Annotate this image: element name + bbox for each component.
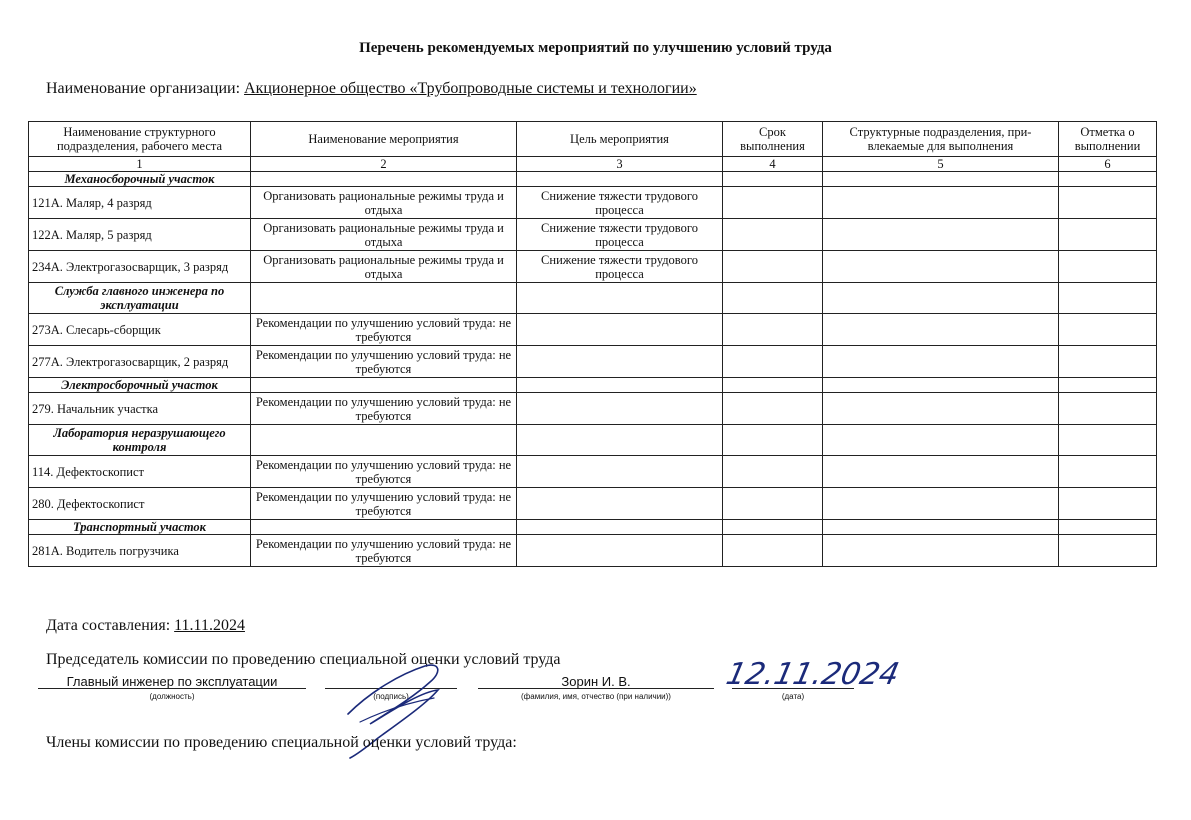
empty-cell — [723, 346, 823, 378]
measure-cell: Рекомендации по улучшению условий труда: не требуются — [251, 346, 517, 378]
handwritten-date — [723, 650, 903, 700]
empty-cell — [823, 346, 1059, 378]
workplace-cell: 234А. Электрогазосварщик, 3 разряд — [29, 251, 251, 283]
organization-value: Акционерное общество «Трубопроводные системы и технологии» — [244, 80, 697, 97]
goal-cell — [517, 393, 723, 425]
empty-cell — [517, 378, 723, 393]
goal-cell — [517, 456, 723, 488]
measure-cell: Организовать рациональные режимы труда и отдыха — [251, 219, 517, 251]
empty-cell — [1059, 283, 1157, 314]
measures-table — [28, 121, 1157, 567]
empty-cell — [1059, 520, 1157, 535]
column-number: 4 — [723, 157, 823, 172]
table-row — [29, 393, 1157, 425]
goal-cell: Снижение тяжести трудового процесса — [517, 251, 723, 283]
caption-signature: (подпись) — [373, 692, 409, 701]
goal-cell: Снижение тяжести трудового процесса — [517, 219, 723, 251]
goal-cell — [517, 314, 723, 346]
empty-cell — [1059, 346, 1157, 378]
column-number: 6 — [1059, 157, 1157, 172]
empty-cell — [251, 425, 517, 456]
section-name: Лаборатория неразрушающего контроля — [29, 425, 251, 456]
empty-cell — [823, 378, 1059, 393]
compiled-date-line — [46, 617, 249, 635]
goal-cell — [517, 488, 723, 520]
empty-cell — [1059, 393, 1157, 425]
empty-cell — [723, 456, 823, 488]
name-line — [478, 688, 714, 689]
measure-cell: Рекомендации по улучшению условий труда: не требуются — [251, 314, 517, 346]
empty-cell — [251, 283, 517, 314]
chairman-heading: Председатель комиссии по проведению специальной оценки условий труда — [46, 651, 561, 668]
empty-cell — [251, 172, 517, 187]
empty-cell — [723, 378, 823, 393]
empty-cell — [723, 425, 823, 456]
empty-cell — [823, 219, 1059, 251]
empty-cell — [723, 283, 823, 314]
caption-position: (должность) — [149, 692, 195, 701]
column-number: 1 — [29, 157, 251, 172]
table-row — [29, 535, 1157, 567]
section-row — [29, 520, 1157, 535]
measure-cell: Организовать рациональные режимы труда и отдыха — [251, 187, 517, 219]
table-row — [29, 251, 1157, 283]
empty-cell — [517, 520, 723, 535]
empty-cell — [1059, 187, 1157, 219]
goal-cell — [517, 346, 723, 378]
empty-cell — [1059, 314, 1157, 346]
measure-cell: Организовать рациональные режимы труда и отдыха — [251, 251, 517, 283]
empty-cell — [1059, 535, 1157, 567]
empty-cell — [517, 172, 723, 187]
empty-cell — [823, 283, 1059, 314]
empty-cell — [1059, 488, 1157, 520]
section-name: Электросборочный участок — [29, 378, 251, 393]
table-row — [29, 219, 1157, 251]
table-row — [29, 346, 1157, 378]
header-cell: Цель мероприятия — [517, 122, 723, 157]
chairman-name: Зорин И. В. — [561, 674, 631, 689]
column-number: 5 — [823, 157, 1059, 172]
section-row — [29, 172, 1157, 187]
empty-cell — [1059, 456, 1157, 488]
empty-cell — [723, 187, 823, 219]
section-name: Механосборочный участок — [29, 172, 251, 187]
empty-cell — [723, 219, 823, 251]
header-cell: Наименование мероприятия — [251, 122, 517, 157]
workplace-cell: 121А. Маляр, 4 разряд — [29, 187, 251, 219]
empty-cell — [723, 393, 823, 425]
section-name: Транспортный участок — [29, 520, 251, 535]
workplace-cell: 122А. Маляр, 5 разряд — [29, 219, 251, 251]
empty-cell — [517, 283, 723, 314]
column-number: 3 — [517, 157, 723, 172]
empty-cell — [823, 520, 1059, 535]
section-name: Служба главного инженера по эксплуатации — [29, 283, 251, 314]
empty-cell — [1059, 219, 1157, 251]
section-row — [29, 283, 1157, 314]
empty-cell — [723, 520, 823, 535]
measure-cell: Рекомендации по улучшению условий труда: не требуются — [251, 488, 517, 520]
members-heading: Члены комиссии по проведению специальной оценки условий труда: — [46, 734, 517, 751]
workplace-cell: 114. Дефектоскопист — [29, 456, 251, 488]
goal-cell: Снижение тяжести трудового процесса — [517, 187, 723, 219]
empty-cell — [723, 488, 823, 520]
empty-cell — [723, 172, 823, 187]
empty-cell — [723, 251, 823, 283]
workplace-cell: 277А. Электрогазосварщик, 2 разряд — [29, 346, 251, 378]
measure-cell: Рекомендации по улучшению условий труда: не требуются — [251, 393, 517, 425]
page-title: Перечень рекомендуемых мероприятий по улучшению условий труда — [359, 40, 832, 56]
table-header-row — [29, 122, 1157, 157]
goal-cell — [517, 535, 723, 567]
header-cell: Срок выполнения — [723, 122, 823, 157]
table-row — [29, 456, 1157, 488]
organization-label: Наименование организации: — [46, 80, 241, 97]
compiled-date-value: 11.11.2024 — [174, 617, 245, 634]
empty-cell — [823, 535, 1059, 567]
caption-name: (фамилия, имя, отчество (при наличии)) — [521, 692, 671, 701]
chairman-position: Главный инженер по эксплуатации — [66, 674, 278, 689]
empty-cell — [723, 314, 823, 346]
header-cell: Наименование структурного подразделения, рабочего места — [29, 122, 251, 157]
empty-cell — [823, 456, 1059, 488]
compiled-date-label: Дата составления: — [46, 617, 171, 634]
table-row — [29, 488, 1157, 520]
empty-cell — [1059, 251, 1157, 283]
position-line — [38, 688, 306, 689]
measure-cell: Рекомендации по улучшению условий труда: не требуются — [251, 535, 517, 567]
header-cell: Структурные подразделения, при-влекаемые для выполнения — [823, 122, 1059, 157]
table-row — [29, 314, 1157, 346]
empty-cell — [1059, 378, 1157, 393]
empty-cell — [1059, 172, 1157, 187]
empty-cell — [517, 425, 723, 456]
empty-cell — [251, 520, 517, 535]
measure-cell: Рекомендации по улучшению условий труда: не требуются — [251, 456, 517, 488]
empty-cell — [823, 251, 1059, 283]
empty-cell — [823, 314, 1059, 346]
empty-cell — [251, 378, 517, 393]
header-cell: Отметка о выполнении — [1059, 122, 1157, 157]
workplace-cell: 273А. Слесарь-сборщик — [29, 314, 251, 346]
section-row — [29, 425, 1157, 456]
empty-cell — [723, 535, 823, 567]
column-number-row — [29, 157, 1157, 172]
organization-line — [46, 80, 711, 98]
workplace-cell: 279. Начальник участка — [29, 393, 251, 425]
empty-cell — [823, 172, 1059, 187]
empty-cell — [823, 425, 1059, 456]
handwritten-date-text: 12.11.2024 — [723, 657, 903, 692]
table-body — [29, 172, 1157, 567]
empty-cell — [823, 393, 1059, 425]
column-number: 2 — [251, 157, 517, 172]
workplace-cell: 281А. Водитель погрузчика — [29, 535, 251, 567]
table-row — [29, 187, 1157, 219]
workplace-cell: 280. Дефектоскопист — [29, 488, 251, 520]
section-row — [29, 378, 1157, 393]
empty-cell — [823, 488, 1059, 520]
caption-date: (дата) — [781, 692, 805, 701]
empty-cell — [823, 187, 1059, 219]
empty-cell — [1059, 425, 1157, 456]
